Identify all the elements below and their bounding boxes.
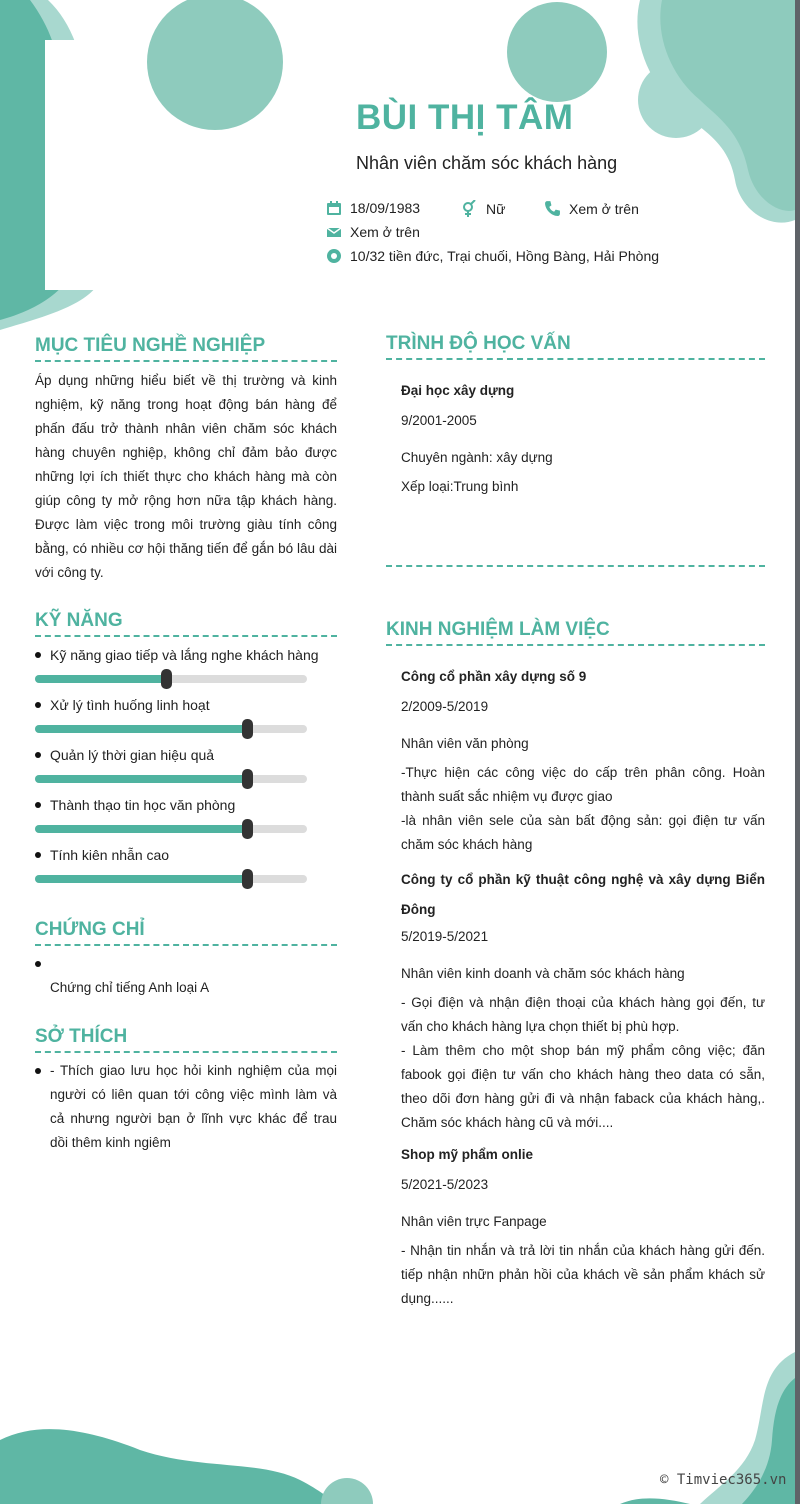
section-divider [386,644,765,646]
bullet [35,702,41,708]
education-title: TRÌNH ĐỘ HỌC VẤN [386,333,571,354]
experience-title: KINH NGHIỆM LÀM VIỆC [386,619,610,640]
bullet [35,802,41,808]
job-position: Nhân viên trực Fanpage [401,1214,547,1229]
job-company: Công cổ phần xây dựng số 9 [401,669,587,684]
skill-bar-knob [242,719,253,739]
skill-bar [35,825,307,833]
education-major: Chuyên ngành: xây dựng [401,450,553,465]
address-value: 10/32 tiền đức, Trại chuối, Hồng Bàng, Hải Phòng [350,248,660,264]
email-row [326,224,420,240]
job-description: - Nhận tin nhắn và trả lời tin nhắn của khách hàng gửi đến. tiếp nhận nhữn phản hồi của khách về sản phẩm khách sử dụng...... [401,1243,765,1306]
skill-bar-knob [242,819,253,839]
candidate-name: BÙI THỊ TÂM [356,98,574,137]
bullet [35,852,41,858]
job-description: - Gọi điện và nhận điện thoại của khách hàng gọi đến, tư vấn cho khách hàng lựa chọn thiết bị phù hợp. - Làm thêm cho một shop bán mỹ phẩm công việc; đăn fabook gọi điện tư vấn cho khách hàng theo data có sẵn, theo dõi đơn hàng gửi đi và nhận faback của khách hàng,. Chăm sóc khách hàng cũ và mới.... [401,995,765,1130]
gender-row [460,200,505,218]
watermark-text: © Timviec365.vn [660,1472,787,1488]
certificate-item: Chứng chỉ tiếng Anh loại A [50,980,210,995]
birthday-value: 18/09/1983 [350,200,421,216]
skill-bar-fill [35,825,247,833]
bullet [35,652,41,658]
skill-label: Xử lý tình huống linh hoạt [50,697,210,713]
mail-icon [326,224,342,240]
certificates-title: CHỨNG CHỈ [35,919,145,940]
gender-icon [460,200,478,218]
bullet [35,752,41,758]
job-position: Nhân viên kinh doanh và chăm sóc khách hàng [401,966,685,981]
section-divider [386,358,765,360]
job-company: Shop mỹ phẩm onlie [401,1147,534,1162]
hobbies-title: SỞ THÍCH [35,1026,128,1047]
skill-bar [35,775,307,783]
skill-bar [35,875,307,883]
skill-bar-knob [161,669,172,689]
skill-label: Tính kiên nhẫn cao [50,847,170,863]
section-divider [35,944,337,946]
job-period: 5/2019-5/2021 [401,929,489,944]
bullet [35,1068,41,1074]
skill-bar-knob [242,869,253,889]
section-divider [35,1051,337,1053]
education-period: 9/2001-2005 [401,413,477,428]
education-rank: Xếp loại:Trung bình [401,479,519,494]
section-divider [35,360,337,362]
skill-bar-fill [35,675,166,683]
job-title: Nhân viên chăm sóc khách hàng [356,153,618,173]
hobbies-text: - Thích giao lưu học hỏi kinh nghiệm của mọi người có liên quan tới công việc mình làm và cả nhưng người bạn ở lĩnh vực khác để trau dồi thêm kinh ngiêm [50,1063,337,1150]
gender-value: Nữ [486,201,506,217]
skill-label: Kỹ năng giao tiếp và lắng nghe khách hàng [50,647,319,663]
job-period: 2/2009-5/2019 [401,699,489,714]
phone-row [544,200,639,217]
address-row [326,248,659,264]
job-company: Công ty cổ phần kỹ thuật công nghệ và xây dựng Biển Đông [401,872,765,917]
birthday-row [326,200,420,216]
skill-bar-fill [35,775,247,783]
skill-label: Quản lý thời gian hiệu quả [50,747,215,763]
skill-label: Thành thạo tin học văn phòng [50,797,236,813]
skill-bar [35,675,307,683]
phone-icon [544,200,561,217]
job-position: Nhân viên văn phòng [401,736,529,751]
email-value: Xem ở trên [350,224,420,240]
objective-text: Áp dụng những hiểu biết về thị trường và kinh nghiệm, kỹ năng trong hoạt động bán hàng để phấn đấu trở thành nhân viên chăm sóc khách hàng chuyên nghiệp, không chỉ đảm bảo được những lợi ích thiết thực cho khách hàng mà còn giúp công ty mở rộng hơn nữa tập khách hàng. Được làm việc trong môi trường giàu tính công bằng, có nhiều cơ hội thăng tiến để gắn bó lâu dài với công ty. [35,373,337,580]
skill-bar [35,725,307,733]
skill-bar-fill [35,725,247,733]
phone-value: Xem ở trên [569,200,639,217]
section-divider [386,565,765,567]
skill-bar-fill [35,875,247,883]
bullet [35,961,41,967]
section-divider [35,635,337,637]
objective-title: MỤC TIÊU NGHỀ NGHIỆP [35,335,266,356]
education-school: Đại học xây dựng [401,383,515,398]
calendar-icon [326,200,342,216]
location-icon [326,248,342,264]
skill-bar-knob [242,769,253,789]
skills-title: KỸ NĂNG [35,610,123,631]
job-period: 5/2021-5/2023 [401,1177,489,1192]
job-description: -Thực hiện các công việc do cấp trên phân công. Hoàn thành suất sắc nhiệm vụ được giao -là nhân viên sele của sàn bất động sản: gọi điện tư vấn chăm sóc khách hàng [401,765,765,852]
